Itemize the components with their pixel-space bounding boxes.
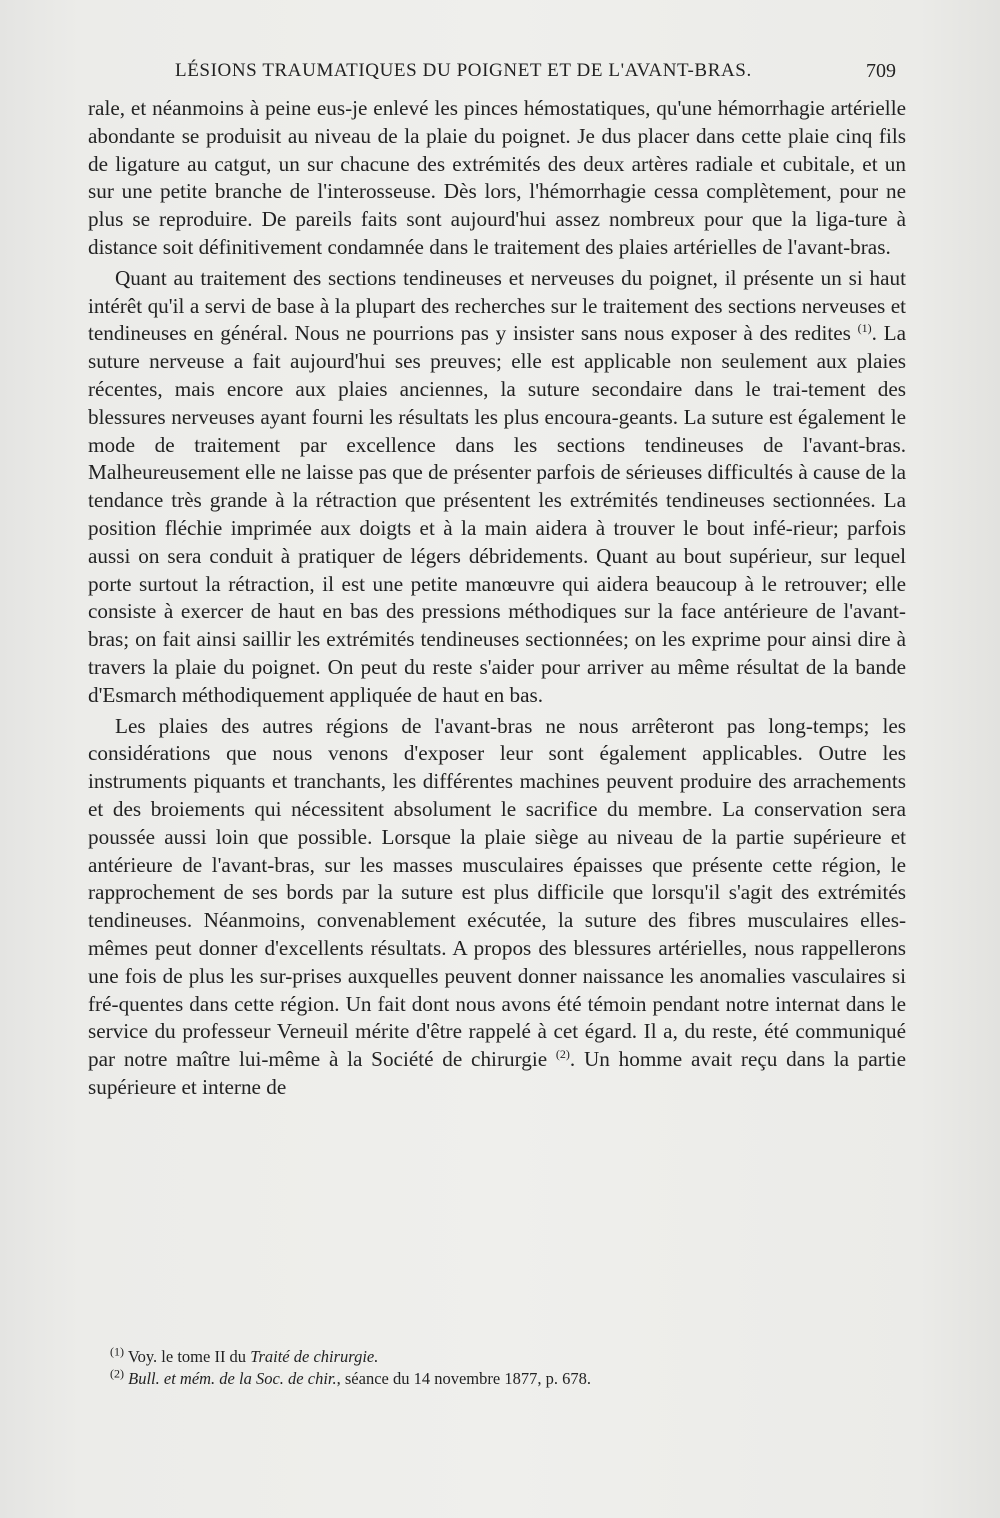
page-number: 709 <box>866 60 896 82</box>
footnote-1-text: Voy. le tome II du <box>124 1347 251 1366</box>
paragraph-2-text-after-note: . La suture nerveuse a fait aujourd'hui ses preuves; elle est applicable non seulement aux plaies récentes, mais encore aux plaies anciennes, la suture secondaire dans le trai-tement des blessures nerveuses ayant fourni les résultats les plus encoura-geants. La suture est également le mode de traitement par excellence dans les sections tendineuses de l'avant-bras. Malheureusement elle ne laisse pas que de présenter parfois de sérieuses difficultés à cause de la tendance très grande à la rétraction que présentent les extrémités tendineuses sectionnées. La position fléchie imprimée aux doigts et à la main aidera à trouver le bout infé-rieur; parfois aussi on sera conduit à pratiquer de légers débridements. Quant au bout supérieur, sur lequel porte surtout la rétraction, il est une petite manœuvre qui aidera beaucoup à le retrouver; elle consiste à exercer de haut en bas des pressions méthodiques sur la face antérieure de l'avant-bras; on fait ainsi saillir les extrémités tendineuses sectionnées; on les exprime pour ainsi dire à travers la plaie du poignet. On peut du reste s'aider pour arriver au même résultat de la bande d'Esmarch méthodiquement appliquée de haut en bas. <box>88 321 906 707</box>
footnote-reference-1: (1) <box>857 321 872 336</box>
paragraph-2-text-before-note: Quant au traitement des sections tendineuses et nerveuses du poignet, il présente un si haut intérêt qu'il a servi de base à la plupart des recherches sur le traitement des sections nerveuses et tendineuses en général. Nous ne pourrions pas y insister sans nous exposer à des redites <box>88 265 906 346</box>
paragraph-1-text: rale, et néanmoins à peine eus-je enlevé les pinces hémostatiques, qu'une hémorrhagie artérielle abondante se produisit au niveau de la plaie du poignet. Je dus placer dans cette plaie cinq fils de ligature au catgut, un sur chacune des extrémités des deux artères radiale et cubitale, et un sur une petite branche de l'interosseuse. Dès lors, l'hémorrhagie cessa complètement, pour ne plus se reproduire. De pareils faits sont aujourd'hui assez nombreux pour que la liga-ture à distance soit définitivement condamnée dans le traitement des plaies artérielles de l'avant-bras. <box>88 96 906 259</box>
footnotes <box>110 1346 890 1390</box>
footnote-2 <box>110 1368 890 1390</box>
running-title: LÉSIONS TRAUMATIQUES DU POIGNET ET DE L'AVANT-BRAS. <box>175 60 752 81</box>
body-text <box>88 95 906 1102</box>
footnote-2-italic: Bull. et mém. de la Soc. de chir. <box>128 1369 337 1388</box>
footnote-2-text-after: , séance du 14 novembre 1877, p. 678. <box>336 1369 591 1388</box>
footnote-1-italic: Traité de chirurgie. <box>250 1347 379 1366</box>
page-header <box>0 60 1000 90</box>
footnote-2-mark: (2) <box>110 1366 124 1381</box>
paragraph-1 <box>88 95 906 262</box>
paragraph-3-text-after-note: . Un homme avait reçu dans la partie supérieure et interne de <box>88 1047 907 1099</box>
paragraph-3 <box>88 713 906 1102</box>
paragraph-3-text-before-note: Les plaies des autres régions de l'avant-bras ne nous arrêteront pas long-temps; les considérations que nous venons d'exposer leur sont également applicables. Outre les instruments piquants et tranchants, les différentes machines peuvent produire des arrachements et des broiements qui nécessitent absolument le sacrifice du membre. La conservation sera poussée aussi loin que possible. Lorsque la plaie siège au niveau de la partie supérieure et antérieure de l'avant-bras, sur les masses musculaires épaisses que présente cette région, le rapprochement de ses bords par la suture est plus difficile que lorsqu'il s'agit des extrémités tendineuses. Néanmoins, convenablement exécutée, la suture des fibres musculaires elles-mêmes peut donner d'excellents résultats. A propos des blessures artérielles, nous rappellerons une fois de plus les sur-prises auxquelles peuvent donner naissance les anomalies vasculaires si fré-quentes dans cette région. Un fait dont nous avons été témoin pendant notre internat dans le service du professeur Verneuil mérite d'être rappelé à cet égard. Il a, du reste, été communiqué par notre maître lui-même à la Société de chirurgie <box>88 713 906 1072</box>
footnote-reference-2: (2) <box>555 1047 570 1062</box>
footnote-1-mark: (1) <box>110 1344 124 1359</box>
footnote-1 <box>110 1346 890 1368</box>
paragraph-2 <box>88 265 906 710</box>
